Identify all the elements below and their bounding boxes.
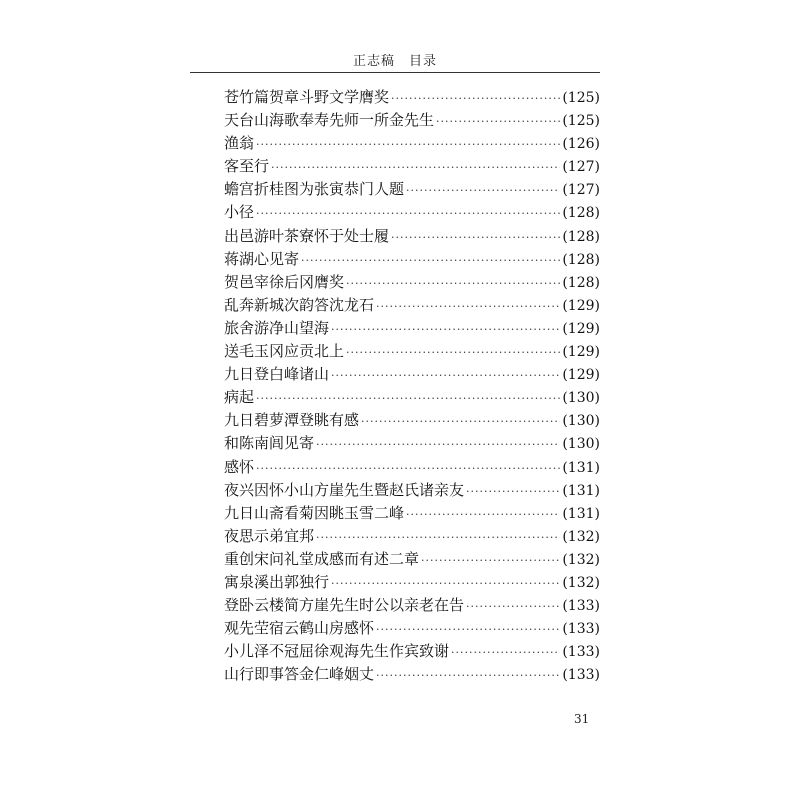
toc-entry-page: (129) <box>562 344 600 361</box>
toc-entry <box>224 155 600 178</box>
toc-entry-page: (130) <box>562 436 600 453</box>
dot-leader <box>316 526 560 549</box>
toc-entry <box>224 456 600 479</box>
dot-leader <box>421 549 560 572</box>
toc-entry <box>224 317 600 340</box>
dot-leader <box>271 156 560 179</box>
toc-entry-title: 九日山斋看菊因眺玉雪二峰 <box>224 503 405 522</box>
dot-leader <box>406 179 560 202</box>
toc-entry <box>224 294 600 317</box>
toc-entry-page: (127) <box>562 182 600 199</box>
toc-entry-title: 苍竹篇贺章斗野文学膺奖 <box>224 88 390 106</box>
dot-leader <box>451 641 560 664</box>
toc-entry-page: (128) <box>562 205 600 222</box>
toc-entry-page: (133) <box>562 621 600 638</box>
toc-entry-title: 渔翁 <box>224 134 255 153</box>
toc-entry <box>224 86 600 109</box>
dot-leader <box>391 226 560 249</box>
toc-entry-page: (132) <box>562 551 600 568</box>
toc-entry-page: (125) <box>562 113 600 130</box>
toc-entry-page: (126) <box>562 136 600 153</box>
toc-entry-title: 夜思示弟宜邦 <box>224 526 315 545</box>
dot-leader <box>466 595 560 618</box>
toc-entry-title: 九日登白峰诸山 <box>224 365 330 384</box>
toc-entry-title: 重创宋问礼堂成感而有述二章 <box>224 549 420 568</box>
dot-leader <box>376 295 560 318</box>
dot-leader <box>436 110 560 133</box>
toc-entry <box>224 640 600 663</box>
page-number: 31 <box>574 712 590 726</box>
dot-leader <box>256 202 560 225</box>
toc-entry <box>224 479 600 502</box>
toc-entry-title: 出邑游叶茶寮怀于处士履 <box>224 226 390 245</box>
dot-leader <box>316 433 560 456</box>
toc-entry-title: 山行即事答金仁峰姻丈 <box>224 665 375 684</box>
toc-entry-title: 病起 <box>224 388 255 407</box>
toc-entry-page: (129) <box>562 320 600 337</box>
dot-leader <box>346 272 560 295</box>
toc-entry-page: (127) <box>562 159 600 176</box>
dot-leader <box>346 341 560 364</box>
toc-entry-page: (129) <box>562 367 600 384</box>
toc-entry <box>224 363 600 386</box>
header-rule <box>190 72 600 73</box>
dot-leader <box>331 318 560 341</box>
dot-leader <box>256 387 560 410</box>
toc-entry <box>224 109 600 132</box>
toc-entry <box>224 386 600 409</box>
toc-entry-title: 客至行 <box>224 157 270 176</box>
toc-entry-title: 乱奔新城次韵答沈龙石 <box>224 295 375 314</box>
toc-entry <box>224 225 600 248</box>
toc-entry-title: 贺邑宰徐后冈膺奖 <box>224 272 345 291</box>
toc-entry-page: (132) <box>562 528 600 545</box>
toc-entry-title: 感怀 <box>224 457 255 476</box>
toc-entry <box>224 571 600 594</box>
toc-entry-page: (132) <box>562 574 600 591</box>
toc-entry-title: 九日碧萝潭登眺有感 <box>224 411 360 430</box>
toc-entry-page: (130) <box>562 413 600 430</box>
toc-entry <box>224 502 600 525</box>
toc-entry-title: 蒋湖心见寄 <box>224 249 300 268</box>
toc-entry <box>224 409 600 432</box>
toc-entry-title: 送毛玉冈应贡北上 <box>224 342 345 361</box>
toc-entry-page: (131) <box>562 459 600 476</box>
toc-entry <box>224 548 600 571</box>
toc-entry <box>224 594 600 617</box>
toc-entry <box>224 271 600 294</box>
toc-entry <box>224 663 600 686</box>
toc-entry-page: (128) <box>562 251 600 268</box>
toc-entry-page: (128) <box>562 274 600 291</box>
dot-leader <box>256 457 560 480</box>
toc-entry <box>224 525 600 548</box>
toc-entry-page: (133) <box>562 598 600 615</box>
dot-leader <box>361 410 560 433</box>
toc-entry-title: 登卧云楼简方崖先生时公以亲老在告 <box>224 596 465 615</box>
toc-entry-page: (133) <box>562 644 600 661</box>
toc-entry-title: 旅舍游净山望海 <box>224 318 330 337</box>
dot-leader <box>331 364 560 387</box>
dot-leader <box>376 618 560 641</box>
toc-entry-title: 寓泉溪出郭独行 <box>224 572 330 591</box>
toc-entry-title: 和陈南闾见寄 <box>224 434 315 453</box>
dot-leader <box>301 249 560 272</box>
toc-entry-title: 夜兴因怀小山方崖先生暨赵氏诸亲友 <box>224 480 465 499</box>
dot-leader <box>391 87 560 110</box>
toc-entry-page: (130) <box>562 390 600 407</box>
table-of-contents <box>224 86 600 686</box>
toc-entry-title: 观先茔宿云鹤山房感怀 <box>224 619 375 638</box>
toc-entry-page: (129) <box>562 297 600 314</box>
dot-leader <box>331 572 560 595</box>
toc-entry <box>224 201 600 224</box>
toc-entry <box>224 432 600 455</box>
toc-entry-page: (131) <box>562 482 600 499</box>
toc-entry <box>224 132 600 155</box>
toc-entry <box>224 178 600 201</box>
dot-leader <box>376 664 560 687</box>
toc-entry-page: (131) <box>562 505 600 522</box>
dot-leader <box>466 480 560 503</box>
toc-entry <box>224 340 600 363</box>
toc-entry-title: 小径 <box>224 203 255 222</box>
toc-entry-page: (133) <box>562 667 600 684</box>
dot-leader <box>406 503 560 526</box>
toc-entry <box>224 248 600 271</box>
toc-entry-title: 小儿泽不冠屈徐观海先生作宾致谢 <box>224 642 450 661</box>
toc-entry-page: (128) <box>562 228 600 245</box>
running-header: 正志稿 目录 <box>352 54 437 69</box>
dot-leader <box>256 133 560 156</box>
toc-entry-page: (125) <box>562 90 600 106</box>
toc-entry-title: 天台山海歌奉寿先师一所金先生 <box>224 111 435 130</box>
toc-entry-title: 蟾宫折桂图为张寅恭门人题 <box>224 180 405 199</box>
toc-entry <box>224 617 600 640</box>
